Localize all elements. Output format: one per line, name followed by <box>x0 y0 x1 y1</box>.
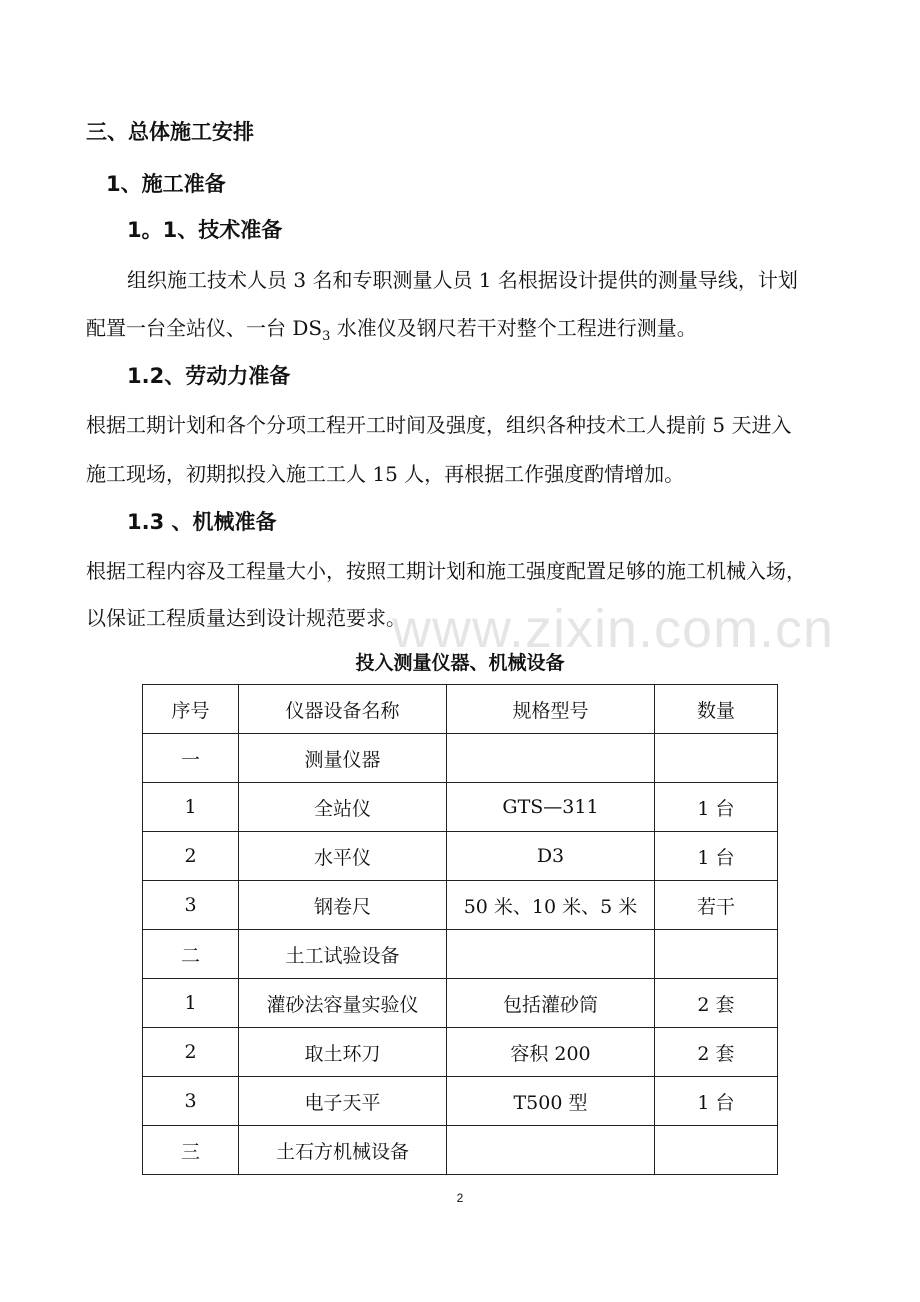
table-cell: 钢卷尺 <box>239 881 447 930</box>
table-cell: 容积 200 <box>447 1028 655 1077</box>
table-row <box>143 1028 778 1077</box>
paragraph-machinery-line-2: 以保证工程质量达到设计规范要求。 <box>86 606 406 630</box>
watermark: www.zixin.com.cn <box>392 599 835 659</box>
table-row <box>143 930 778 979</box>
table-cell: 一 <box>143 734 239 783</box>
subsection-heading-machinery-prep: 1.3 、机械准备 <box>127 510 277 534</box>
table-cell: 1 台 <box>655 1077 778 1126</box>
table-cell: 电子天平 <box>239 1077 447 1126</box>
ds3-subscript: 3 <box>322 329 331 344</box>
table-cell: 二 <box>143 930 239 979</box>
paragraph-labor-line-1: 根据工期计划和各个分项工程开工时间及强度，组织各种技术工人提前 5 天进入 <box>86 413 792 437</box>
table-cell: 2 <box>143 1028 239 1077</box>
subsection-heading-construction-prep: 1、施工准备 <box>106 172 226 196</box>
table-cell: 1 <box>143 783 239 832</box>
table-cell: 3 <box>143 881 239 930</box>
table-row <box>143 734 778 783</box>
table-header-cell: 仪器设备名称 <box>239 685 447 734</box>
paragraph-technical-line-2 <box>86 312 697 344</box>
table-cell: 土石方机械设备 <box>239 1126 447 1175</box>
table-cell: 土工试验设备 <box>239 930 447 979</box>
subsection-heading-technical-prep: 1。1、技术准备 <box>127 218 283 242</box>
table-cell <box>655 1126 778 1175</box>
table-cell: 包括灌砂筒 <box>447 979 655 1028</box>
table-cell: D3 <box>447 832 655 881</box>
table-cell: 1 <box>143 979 239 1028</box>
table-cell <box>447 734 655 783</box>
table-cell: 全站仪 <box>239 783 447 832</box>
paragraph-technical-line-2-end: 水准仪及钢尺若干对整个工程进行测量。 <box>330 316 697 340</box>
table-cell: 测量仪器 <box>239 734 447 783</box>
table-cell: T500 型 <box>447 1077 655 1126</box>
table-cell: 2 套 <box>655 1028 778 1077</box>
table-header-cell: 规格型号 <box>447 685 655 734</box>
table-row <box>143 832 778 881</box>
table-cell: 50 米、10 米、5 米 <box>447 881 655 930</box>
table-cell: 三 <box>143 1126 239 1175</box>
table-cell: 2 <box>143 832 239 881</box>
subsection-heading-labor-prep: 1.2、劳动力准备 <box>127 364 291 388</box>
equipment-table <box>142 684 778 1175</box>
table-cell: 若干 <box>655 881 778 930</box>
table-row <box>143 1077 778 1126</box>
page-number: 2 <box>456 1191 464 1205</box>
table-cell <box>655 734 778 783</box>
table-cell: 水平仪 <box>239 832 447 881</box>
table-header-row <box>143 685 778 734</box>
table-cell: 灌砂法容量实验仪 <box>239 979 447 1028</box>
table-cell <box>447 1126 655 1175</box>
table-header-cell: 数量 <box>655 685 778 734</box>
paragraph-labor-line-2: 施工现场，初期拟投入施工工人 15 人，再根据工作强度酌情增加。 <box>86 462 685 486</box>
table-row <box>143 783 778 832</box>
table-cell: GTS—311 <box>447 783 655 832</box>
table-cell <box>655 930 778 979</box>
table-cell <box>447 930 655 979</box>
paragraph-technical-line-2-start: 配置一台全站仪、一台 DS <box>86 316 323 340</box>
paragraph-machinery-line-1: 根据工程内容及工程量大小，按照工期计划和施工强度配置足够的施工机械入场， <box>86 559 806 583</box>
table-header-cell: 序号 <box>143 685 239 734</box>
paragraph-technical-line-1: 组织施工技术人员 3 名和专职测量人员 1 名根据设计提供的测量导线，计划 <box>127 268 798 292</box>
table-row <box>143 881 778 930</box>
table-cell: 1 台 <box>655 783 778 832</box>
section-heading: 三、总体施工安排 <box>86 120 254 144</box>
table-cell: 取土环刀 <box>239 1028 447 1077</box>
table-cell: 1 台 <box>655 832 778 881</box>
table-cell: 2 套 <box>655 979 778 1028</box>
table-row <box>143 1126 778 1175</box>
table-title: 投入测量仪器、机械设备 <box>355 652 565 674</box>
table-row <box>143 979 778 1028</box>
table-cell: 3 <box>143 1077 239 1126</box>
